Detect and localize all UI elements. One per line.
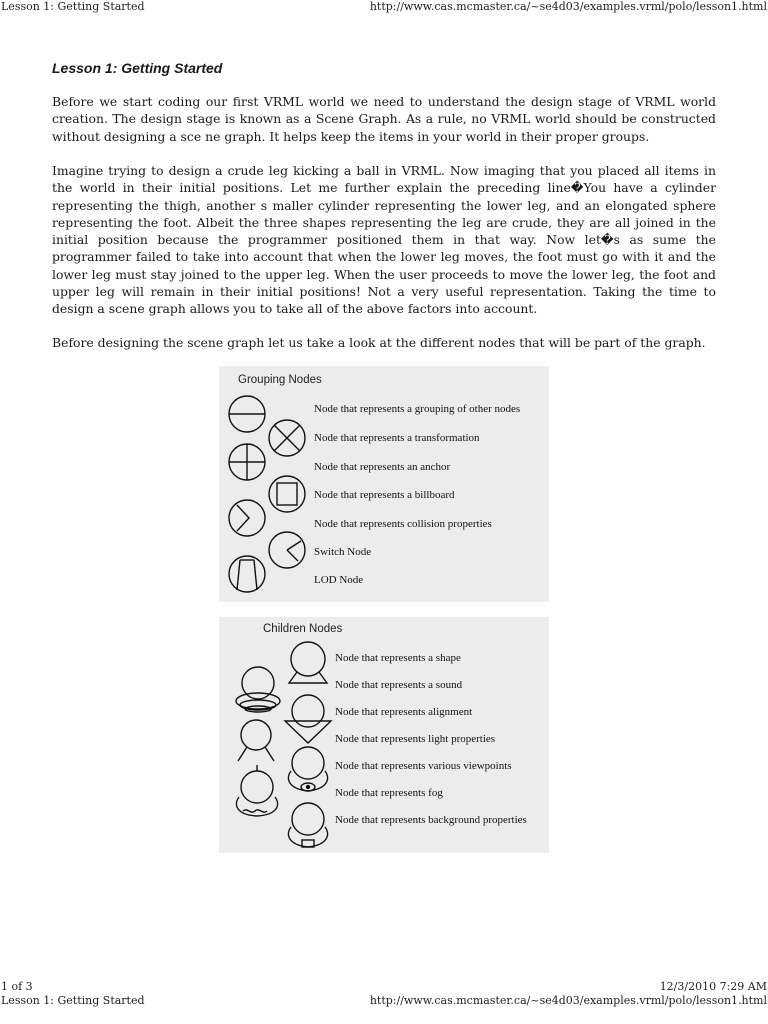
header-title: Lesson 1: Getting Started bbox=[1, 0, 145, 13]
grouping-label: Node that represents a grouping of other nodes bbox=[314, 403, 521, 415]
grouping-nodes-title: Grouping Nodes bbox=[238, 374, 322, 386]
grouping-label: Switch Node bbox=[314, 546, 372, 558]
collision-node-icon bbox=[227, 498, 267, 538]
grouping-label: Node that represents an anchor bbox=[314, 461, 451, 473]
paragraph-intro: Before we start coding our first VRML world we need to understand the design stage of VRML world creation. The design stage is known as a Scene Graph. As a rule, no VRML world should be constructed without designing a sce ne graph. It helps keep the items in your world in their proper groups. bbox=[52, 94, 716, 144]
children-label: Node that represents a sound bbox=[335, 679, 463, 691]
children-label: Node that represents alignment bbox=[335, 706, 473, 718]
grouping-label: LOD Node bbox=[314, 574, 364, 586]
children-nodes-figure bbox=[219, 617, 549, 853]
light-node-icon bbox=[233, 717, 279, 763]
print-datetime: 12/3/2010 7:29 AM bbox=[659, 980, 767, 993]
switch-node-icon bbox=[267, 530, 307, 570]
viewpoint-node-icon bbox=[283, 745, 333, 795]
anchor-node-icon bbox=[227, 442, 267, 482]
lod-node-icon bbox=[227, 554, 267, 594]
grouping-label: Node that represents collision properties bbox=[314, 518, 492, 530]
background-node-icon bbox=[283, 801, 333, 851]
children-nodes-title: Children Nodes bbox=[263, 623, 343, 635]
children-label: Node that represents a shape bbox=[335, 652, 461, 664]
paragraph-nodes-intro: Before designing the scene graph let us take a look at the different nodes that will be part of the graph. bbox=[52, 335, 706, 350]
footer-title: Lesson 1: Getting Started bbox=[1, 994, 145, 1007]
paragraph-leg-example: Imagine trying to design a crude leg kicking a ball in VRML. Now imaging that you placed all items in the world in their initial positions. Let me further explain the preceding line�You have a cylinder representing the thigh, another s maller cylinder representing the lower leg, and an elongated sphere representing the foot. Albeit the three shapes representing the leg are crude, they are all joined in the initial position because the programmer positioned them in that way. Now let�s as sume the programmer failed to take into account that when the lower leg moves, the foot must go with it and the lower leg must stay joined to the upper leg. When the user proceeds to move the lower leg, the foot and upper leg will remain in their initial positions! Not a very useful representation. Taking the time to design a scene graph allows you to take all of the above factors into account. bbox=[52, 163, 716, 317]
sound-node-icon bbox=[233, 665, 283, 713]
group-node-icon bbox=[227, 394, 267, 434]
page-number: 1 of 3 bbox=[1, 980, 33, 993]
header-url[interactable]: http://www.cas.mcmaster.ca/~se4d03/examples.vrml/polo/lesson1.html bbox=[369, 0, 767, 13]
transform-node-icon bbox=[267, 418, 307, 458]
children-label: Node that represents background properties bbox=[335, 814, 527, 826]
fog-node-icon bbox=[231, 769, 283, 819]
grouping-label: Node that represents a billboard bbox=[314, 489, 455, 501]
shape-node-icon bbox=[283, 639, 333, 685]
children-label: Node that represents various viewpoints bbox=[335, 760, 512, 772]
footer-url[interactable]: http://www.cas.mcmaster.ca/~se4d03/examples.vrml/polo/lesson1.html bbox=[369, 994, 767, 1007]
billboard-node-icon bbox=[267, 474, 307, 514]
grouping-nodes-figure bbox=[219, 366, 549, 602]
grouping-label: Node that represents a transformation bbox=[314, 432, 480, 444]
page-title: Lesson 1: Getting Started bbox=[52, 60, 223, 76]
alignment-node-icon bbox=[281, 693, 335, 745]
children-label: Node that represents fog bbox=[335, 787, 443, 799]
children-label: Node that represents light properties bbox=[335, 733, 496, 745]
